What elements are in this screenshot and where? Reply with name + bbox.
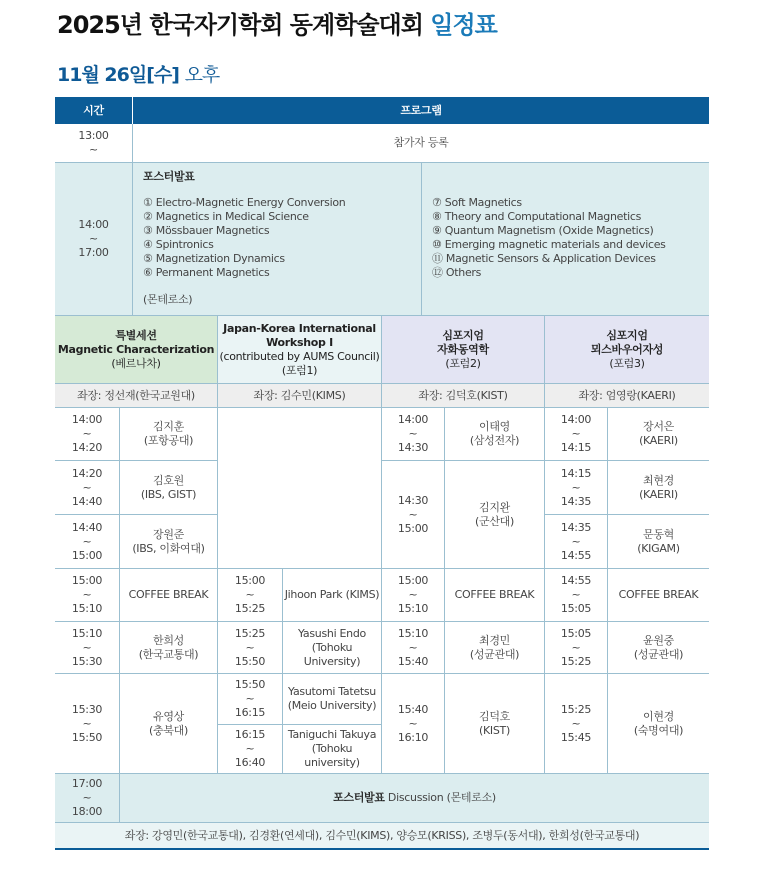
- speaker-line: (숙명여대): [633, 723, 684, 737]
- speaker-line: (IBS, 이화여대): [132, 541, 205, 555]
- discussion-time: [55, 774, 120, 823]
- time-tilde: ~: [89, 232, 98, 245]
- speaker-line: 김지완: [479, 500, 510, 514]
- session-subtitle: 자화동역학: [437, 342, 489, 356]
- poster-title: 포스터발표: [143, 170, 195, 183]
- session-room: (베르나차): [111, 356, 161, 370]
- slot-speaker: [608, 674, 709, 774]
- time-start: 15:25: [234, 626, 266, 640]
- slot-time: [382, 622, 445, 674]
- speaker-line: (한국교통대): [138, 647, 199, 661]
- speaker-line: Jihoon Park (KIMS): [284, 588, 380, 601]
- time-start: 15:00: [71, 574, 103, 587]
- slot-speaker: [608, 515, 709, 569]
- poster-topic: ① Electro-Magnetic Energy Conversion: [143, 196, 346, 209]
- table-bottom-rule: [55, 848, 709, 850]
- slot-time: [545, 408, 608, 461]
- schedule-table: [55, 97, 709, 850]
- speaker-line: (Meio University): [287, 699, 377, 712]
- time-tilde: ~: [82, 480, 92, 494]
- session-title: Japan-Korea International: [223, 321, 376, 335]
- slot-time: [55, 461, 120, 515]
- speaker-line: 윤원중: [643, 633, 674, 647]
- time-tilde: ~: [82, 534, 92, 548]
- session-chair: 좌장: 김덕호(KIST): [382, 384, 545, 408]
- session-subtitle: 뫼스바우어자성: [590, 342, 664, 356]
- time-start: 15:25: [560, 702, 592, 716]
- speaker-line: 장원준: [153, 527, 184, 541]
- speaker-line: 한희성: [153, 633, 184, 647]
- speaker-line: (KIST): [479, 723, 510, 737]
- speaker-line: 최현경: [643, 473, 674, 487]
- coffee-break-label: COFFEE BREAK: [618, 588, 699, 601]
- slot-time: [545, 622, 608, 674]
- slot-speaker: [283, 622, 382, 674]
- time-end: 15:10: [397, 602, 429, 615]
- time-start: 14:00: [397, 413, 429, 426]
- time-start: 13:00: [78, 129, 109, 142]
- slot-speaker: [120, 622, 218, 674]
- coffee-break-label: COFFEE BREAK: [454, 588, 535, 601]
- slot-speaker: [608, 408, 709, 461]
- time-start: 16:15: [234, 728, 266, 741]
- session-header-special: [55, 316, 218, 384]
- slot-time: [382, 461, 445, 569]
- slot-speaker: [608, 622, 709, 674]
- time-end: 15:00: [397, 521, 429, 535]
- session-header-workshop: [218, 316, 382, 384]
- time-tilde: ~: [408, 716, 418, 730]
- slot-time: [545, 461, 608, 515]
- registration-time: [55, 124, 133, 163]
- session-subtitle: Workshop I: [266, 335, 333, 349]
- page-subtitle: 11월 26일[수] 오후: [57, 64, 220, 86]
- session-room: (포럼2): [445, 356, 481, 370]
- empty-slot: [218, 408, 382, 569]
- slot-time: [382, 569, 445, 622]
- slot-speaker: [445, 674, 545, 774]
- speaker-line: 이현경: [643, 709, 674, 723]
- slot-time: [382, 674, 445, 774]
- time-end: 15:30: [71, 654, 103, 668]
- time-start: 14:00: [78, 218, 109, 231]
- speaker-line: 이태영: [479, 420, 510, 433]
- poster-topic: ⑦ Soft Magnetics: [432, 196, 522, 209]
- time-tilde: ~: [408, 507, 418, 521]
- discussion-title: 포스터발표: [333, 791, 385, 804]
- slot-time: [545, 674, 608, 774]
- time-tilde: ~: [82, 427, 92, 440]
- slot-time: [545, 515, 608, 569]
- slot-speaker: [445, 569, 545, 622]
- time-start: 14:30: [397, 493, 429, 507]
- speaker-line: 문동혁: [643, 527, 674, 541]
- slot-speaker: [608, 461, 709, 515]
- speaker-line: 유영상: [153, 709, 184, 723]
- time-start: 14:20: [71, 466, 103, 480]
- slot-time: [382, 408, 445, 461]
- discussion-cell: [120, 774, 709, 823]
- registration-cell: 참가자 등록: [133, 124, 709, 163]
- speaker-line: (Tohoku University): [303, 640, 361, 668]
- time-tilde: ~: [82, 716, 92, 730]
- time-start: 15:50: [234, 678, 266, 691]
- slot-speaker: [283, 569, 382, 622]
- speaker-line: (KAERI): [639, 487, 678, 501]
- poster-time: [55, 163, 133, 316]
- speaker-line: 최경민: [479, 633, 510, 647]
- poster-topic: ③ Mössbauer Magnetics: [143, 224, 270, 237]
- speaker-line: (Tohoku university): [304, 742, 360, 769]
- session-chair: 좌장: 정선재(한국교원대): [55, 384, 218, 408]
- time-tilde: ~: [82, 640, 92, 654]
- header-time: 시간: [55, 97, 133, 124]
- session-header-dynamics: [382, 316, 545, 384]
- time-end: 15:50: [234, 654, 266, 668]
- time-start: 17:00: [71, 777, 103, 790]
- time-start: 14:35: [560, 520, 592, 534]
- time-end: 15:10: [71, 602, 103, 615]
- poster-left-cell: [133, 163, 422, 316]
- session-title: 심포지엄: [442, 328, 484, 342]
- time-tilde: ~: [245, 640, 255, 654]
- speaker-line: Yasushi Endo: [298, 626, 366, 640]
- time-end: 14:15: [560, 441, 592, 454]
- speaker-line: (군산대): [475, 514, 514, 528]
- session-title: 특별세션: [115, 328, 157, 342]
- coffee-break-label: COFFEE BREAK: [128, 588, 209, 601]
- session-header-mossbauer: [545, 316, 709, 384]
- time-start: 15:10: [397, 626, 429, 640]
- time-tilde: ~: [245, 588, 255, 601]
- time-tilde: ~: [571, 480, 581, 494]
- slot-time: [55, 622, 120, 674]
- slot-speaker: [120, 515, 218, 569]
- time-tilde: ~: [571, 427, 581, 440]
- speaker-line: (KAERI): [639, 434, 678, 447]
- time-tilde: ~: [408, 640, 418, 654]
- time-tilde: ~: [571, 534, 581, 548]
- speaker-line: 김지훈: [153, 420, 184, 433]
- session-chair: 좌장: 김수민(KIMS): [218, 384, 382, 408]
- time-end: 14:55: [560, 548, 592, 562]
- poster-topic: ⑨ Quantum Magnetism (Oxide Magnetics): [432, 224, 654, 237]
- time-end: 16:10: [397, 730, 429, 744]
- header-program: 프로그램: [133, 97, 709, 124]
- slot-time: [218, 622, 283, 674]
- time-end: 15:05: [560, 602, 592, 615]
- slot-time: [55, 408, 120, 461]
- slot-time: [218, 725, 283, 774]
- poster-right-cell: [422, 163, 709, 316]
- slot-time: [545, 569, 608, 622]
- speaker-line: (성균관대): [633, 647, 684, 661]
- poster-topic: ⑩ Emerging magnetic materials and devices: [432, 238, 666, 251]
- time-tilde: ~: [245, 742, 255, 755]
- time-start: 15:05: [560, 626, 592, 640]
- speaker-line: (포항공대): [143, 434, 194, 447]
- time-end: 15:40: [397, 654, 429, 668]
- time-start: 14:40: [71, 520, 103, 534]
- speaker-line: (삼성전자): [469, 434, 520, 447]
- session-subtitle: Magnetic Characterization: [57, 342, 215, 356]
- speaker-line: 김덕호: [479, 709, 510, 723]
- discussion-detail: Discussion (몬테로소): [384, 791, 496, 804]
- poster-topic: ⑫ Others: [432, 266, 482, 279]
- time-tilde: ~: [408, 588, 418, 601]
- slot-speaker: [445, 622, 545, 674]
- poster-topic: ⑪ Magnetic Sensors & Application Devices: [432, 252, 656, 265]
- time-tilde: ~: [82, 791, 92, 804]
- time-end: 17:00: [78, 246, 109, 259]
- time-end: 14:40: [71, 494, 103, 508]
- speaker-line: (KIGAM): [637, 541, 680, 555]
- time-end: 16:40: [234, 756, 266, 769]
- slot-speaker: [608, 569, 709, 622]
- slot-time: [55, 674, 120, 774]
- page-title: 2025년 한국자기학회 동계학술대회 일정표: [57, 11, 497, 39]
- poster-topic: ⑥ Permanent Magnetics: [143, 266, 270, 279]
- time-start: 15:40: [397, 702, 429, 716]
- poster-topic: ⑤ Magnetization Dynamics: [143, 252, 285, 265]
- slot-time: [55, 515, 120, 569]
- time-end: 15:25: [560, 654, 592, 668]
- slot-speaker: [445, 408, 545, 461]
- time-start: 15:10: [71, 626, 103, 640]
- time-start: 15:30: [71, 702, 103, 716]
- time-start: 14:55: [560, 574, 592, 587]
- time-tilde: ~: [89, 143, 98, 156]
- time-end: 16:15: [234, 706, 266, 719]
- slot-speaker: [283, 674, 382, 725]
- speaker-line: (충북대): [149, 723, 188, 737]
- slot-time: [55, 569, 120, 622]
- time-start: 14:15: [560, 466, 592, 480]
- time-tilde: ~: [82, 588, 92, 601]
- time-start: 14:00: [71, 413, 103, 426]
- slot-speaker: [120, 674, 218, 774]
- speaker-line: (성균관대): [469, 647, 520, 661]
- poster-topic: ② Magnetics in Medical Science: [143, 210, 309, 223]
- poster-topic: ④ Spintronics: [143, 238, 214, 251]
- time-end: 15:45: [560, 730, 592, 744]
- time-tilde: ~: [571, 588, 581, 601]
- session-title: 심포지엄: [606, 328, 648, 342]
- time-tilde: ~: [245, 692, 255, 705]
- time-end: 18:00: [71, 805, 103, 818]
- time-end: 14:35: [560, 494, 592, 508]
- time-end: 15:25: [234, 602, 266, 615]
- time-tilde: ~: [571, 640, 581, 654]
- poster-topic: ⑧ Theory and Computational Magnetics: [432, 210, 642, 223]
- poster-location: (몬테로소): [143, 293, 193, 306]
- speaker-line: 김호원: [153, 473, 184, 487]
- slot-speaker: [120, 408, 218, 461]
- slot-speaker: [120, 461, 218, 515]
- session-chair: 좌장: 엄영랑(KAERI): [545, 384, 709, 408]
- slot-speaker: [120, 569, 218, 622]
- session-note: (contributed by AUMS Council): [219, 349, 380, 363]
- time-tilde: ~: [408, 427, 418, 440]
- speaker-line: Taniguchi Takuya: [287, 728, 377, 741]
- time-tilde: ~: [571, 716, 581, 730]
- slot-speaker: [445, 461, 545, 569]
- time-end: 15:50: [71, 730, 103, 744]
- speaker-line: 장서은: [643, 420, 674, 433]
- session-room: (포럼3): [609, 356, 645, 370]
- time-start: 14:00: [560, 413, 592, 426]
- slot-time: [218, 569, 283, 622]
- time-end: 14:30: [397, 441, 429, 454]
- speaker-line: Yasutomi Tatetsu: [288, 685, 376, 698]
- speaker-line: (IBS, GIST): [140, 487, 197, 501]
- time-end: 14:20: [71, 441, 103, 454]
- session-room: (포럼1): [281, 363, 318, 377]
- time-start: 15:00: [397, 574, 429, 587]
- time-start: 15:00: [234, 574, 266, 587]
- slot-time: [218, 674, 283, 725]
- slot-speaker: [283, 725, 382, 774]
- footer-chairs: 좌장: 강영민(한국교통대), 김경환(연세대), 김수민(KIMS), 양승모(KRISS), 조병두(동서대), 한희성(한국교통대): [55, 823, 709, 848]
- time-end: 15:00: [71, 548, 103, 562]
